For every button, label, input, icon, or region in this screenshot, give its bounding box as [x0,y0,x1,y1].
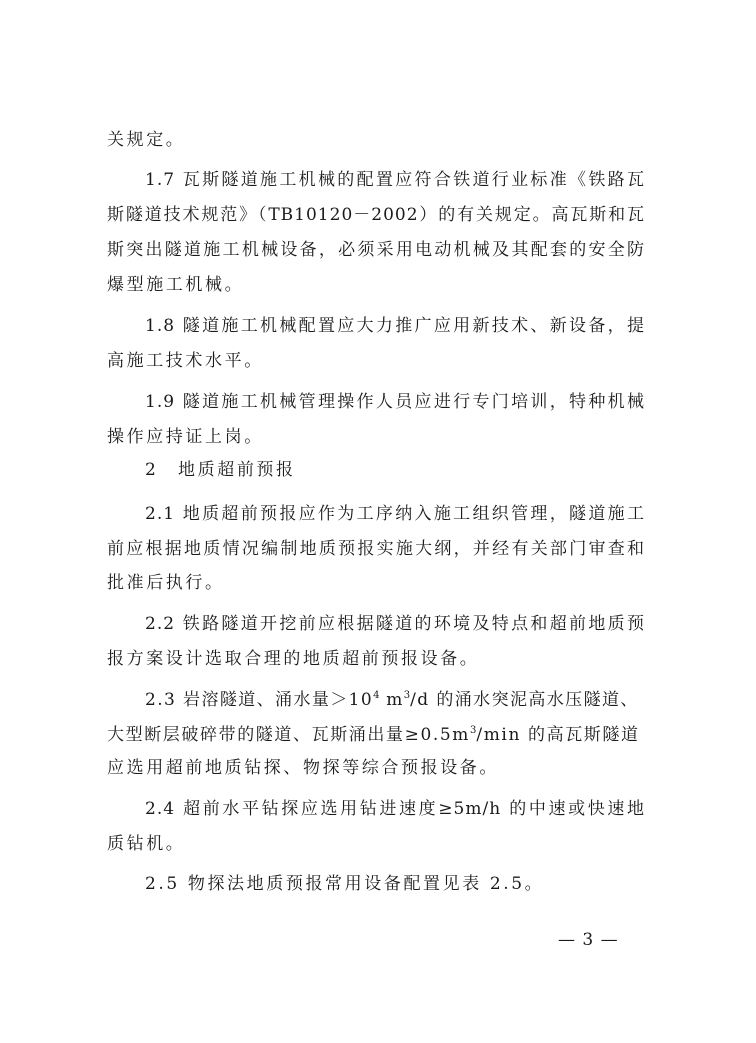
paragraph-2-2-line-2: 报方案设计选取合理的地质超前预报设备。 [107,649,480,669]
exponent: 3 [470,725,477,736]
paragraph-1-7-line-1: 1.7 瓦斯隧道施工机械的配置应符合铁道行业标准《铁路瓦 [145,170,645,190]
paragraph-1-9-line-2: 操作应持证上岗。 [107,427,264,447]
paragraph-2-4-line-2: 质钻机。 [107,834,186,854]
section-heading: 2 地质超前预报 [145,460,296,480]
paragraph-2-3-line-1 [145,688,645,712]
paragraph-1-7-line-2: 斯隧道技术规范》（TB10120－2002）的有关规定。高瓦斯和瓦 [107,205,645,225]
paragraph-1-7-line-4: 爆型施工机械。 [107,275,245,295]
paragraph-2-1-line-2: 前应根据地质情况编制地质预报实施大纲，并经有关部门审查和 [107,539,645,559]
text-run: /d 的涌水突泥高水压隧道、 [410,690,639,710]
page-number: — 3 — [558,930,619,950]
paragraph-2-3-line-3: 应选用超前地质钻探、物探等综合预报设备。 [107,758,499,778]
paragraph-2-5-line-1: 2.5 物探法地质预报常用设备配置见表 2.5。 [145,874,545,894]
paragraph-1-7-line-3: 斯突出隧道施工机械设备，必须采用电动机械及其配套的安全防 [107,240,645,260]
exponent: 4 [373,690,380,701]
text-run: m [379,690,404,710]
paragraph-2-1-line-1: 2.1 地质超前预报应作为工序纳入施工组织管理，隧道施工 [145,504,645,524]
paragraph-line: 关规定。 [107,130,186,150]
paragraph-2-3-line-2 [107,723,645,747]
paragraph-2-4-line-1: 2.4 超前水平钻探应选用钻进速度≥5m/h 的中速或快速地 [145,799,645,819]
paragraph-1-9-line-1: 1.9 隧道施工机械管理操作人员应进行专门培训，特种机械 [145,392,645,412]
paragraph-2-2-line-1: 2.2 铁路隧道开挖前应根据隧道的环境及特点和超前地质预 [145,614,645,634]
text-run: 大型断层破碎带的隧道、瓦斯涌出量≥0.5m [107,725,470,745]
text-run: /min 的高瓦斯隧道 [476,725,640,745]
paragraph-2-1-line-3: 批准后执行。 [107,573,225,593]
paragraph-1-8-line-2: 高施工技术水平。 [107,351,264,371]
exponent: 3 [403,690,411,701]
paragraph-1-8-line-1: 1.8 隧道施工机械配置应大力推广应用新技术、新设备，提 [145,316,645,336]
text-run: 2.3 岩溶隧道、涌水量＞10 [145,690,374,710]
